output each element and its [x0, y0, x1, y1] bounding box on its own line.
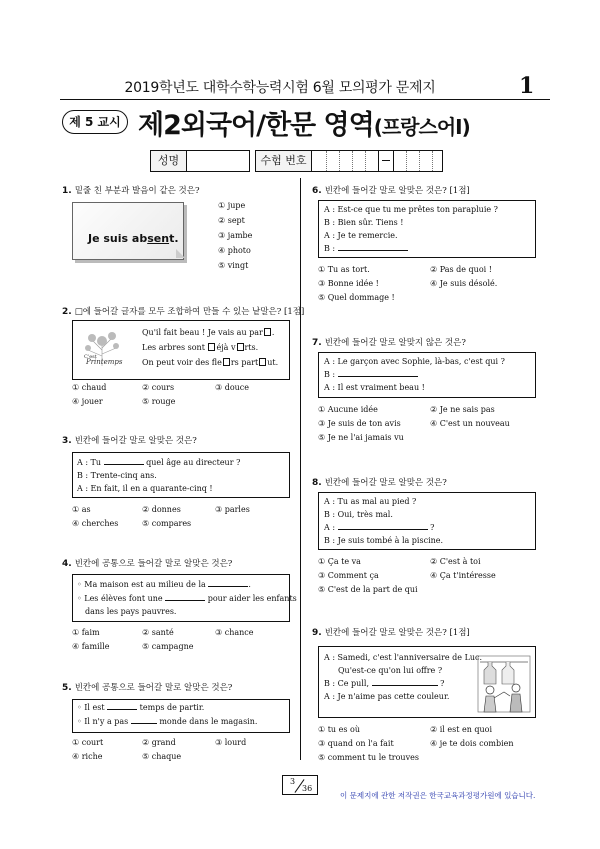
q4-line-1: ◦ Ma maison est au milieu de la .: [77, 580, 251, 589]
exam-number-box[interactable]: [255, 150, 443, 172]
name-box[interactable]: [150, 150, 250, 172]
option[interactable]: ⑤ campagne: [142, 642, 194, 651]
q2-line-2: Les arbres sont éjà v rts.: [142, 343, 259, 352]
underlined-segment: ab: [131, 232, 148, 245]
option[interactable]: ④ je te dois combien: [430, 739, 514, 748]
option[interactable]: ③ jambe: [218, 231, 253, 240]
question-6: 6. 빈칸에 들어갈 말로 알맞은 것은? [1점]: [312, 186, 470, 196]
q8-line-2: B : Oui, très mal.: [324, 510, 393, 519]
q9-line-2: Qu'est-ce qu'on lui offre ?: [338, 666, 443, 675]
question-2: 2. □에 들어갈 글자를 모두 조합하여 만들 수 있는 낱말은? [1점]: [62, 307, 305, 317]
option[interactable]: ④ Ça t'intéresse: [430, 571, 496, 580]
option[interactable]: ② Pas de quoi !: [430, 265, 492, 274]
svg-text:C'est: C'est: [84, 354, 97, 360]
digit-cell: [378, 151, 379, 171]
digit-cell: [419, 151, 420, 171]
page-total: 36: [302, 784, 313, 793]
q4-line-3: dans les pays pauvres.: [85, 607, 177, 616]
option[interactable]: ① jupe: [218, 201, 246, 210]
option[interactable]: ③ chance: [215, 628, 254, 637]
option[interactable]: ② grand: [142, 738, 176, 747]
q5-line-2: ◦ Il n'y a pas monde dans le magasin.: [77, 717, 258, 726]
printemps-badge: [78, 326, 126, 372]
q3-line-3: A : En fait, il en a quarante-cinq !: [77, 484, 213, 493]
option[interactable]: ① Ça te va: [318, 557, 361, 566]
option[interactable]: ② donnes: [142, 505, 181, 514]
option[interactable]: ⑤ Je ne l'ai jamais vu: [318, 433, 404, 442]
option[interactable]: ④ C'est un nouveau: [430, 419, 510, 428]
question-9: 9. 빈칸에 들어갈 말로 알맞은 것은? [1점]: [312, 628, 470, 638]
q9-line-3: B : Ce pull, ?: [324, 679, 445, 688]
option[interactable]: ① Tu as tort.: [318, 265, 370, 274]
question-8: 8. 빈칸에 들어갈 말로 알맞은 것은?: [312, 478, 447, 488]
option[interactable]: ④ Je suis désolé.: [430, 279, 498, 288]
question-5: 5. 빈칸에 공통으로 들어갈 말로 알맞은 것은?: [62, 683, 233, 693]
option[interactable]: ① as: [72, 505, 91, 514]
option[interactable]: ⑤ comment tu le trouves: [318, 753, 419, 762]
exam-title: 2019학년도 대학수학능력시험 6월 모의평가 문제지: [124, 80, 436, 96]
svg-text:Printemps: Printemps: [86, 358, 123, 366]
q4-line-2: ◦ Les élèves font une pour aider les enfants: [77, 594, 297, 603]
option[interactable]: ④ famille: [72, 642, 110, 651]
digit-cell: [393, 151, 394, 171]
underlined-target: sen: [147, 232, 170, 245]
option[interactable]: ③ Je suis de ton avis: [318, 419, 401, 428]
digit-cell: [432, 151, 433, 171]
option[interactable]: ③ lourd: [215, 738, 247, 747]
option[interactable]: ① Aucune idée: [318, 405, 378, 414]
option[interactable]: ① chaud: [72, 383, 107, 392]
question-7: 7. 빈칸에 들어갈 말로 알맞지 않은 것은?: [312, 338, 466, 348]
shopping-illustration: [476, 650, 532, 714]
option[interactable]: ② santé: [142, 628, 174, 637]
period-badge: 제 5 교시: [62, 110, 128, 134]
q8-line-3: A : ?: [324, 523, 435, 532]
q3-line-2: B : Trente-cinq ans.: [77, 471, 157, 480]
subject-main: 제2외국어/한문 영역: [138, 110, 374, 141]
page-current: 3: [290, 777, 296, 786]
subject-sub: (프랑스어Ⅰ): [373, 115, 470, 139]
q6-line-4: B :: [324, 244, 408, 253]
option[interactable]: ① tu es où: [318, 725, 360, 734]
subject-title: [138, 103, 470, 142]
q7-line-3: A : Il est vraiment beau !: [324, 383, 425, 392]
digit-cell: [365, 151, 366, 171]
digit-cell: [352, 151, 353, 171]
digit-cell: [326, 151, 327, 171]
option[interactable]: ③ Comment ça: [318, 571, 379, 580]
question-3: 3. 빈칸에 들어갈 말로 알맞은 것은?: [62, 436, 197, 446]
option[interactable]: ④ riche: [72, 752, 103, 761]
q7-line-2: B :: [324, 370, 418, 379]
option[interactable]: ④ photo: [218, 246, 251, 255]
q9-line-4: A : Je n'aime pas cette couleur.: [324, 692, 450, 701]
name-label: 성명: [151, 151, 187, 171]
q6-line-2: B : Bien sûr. Tiens !: [324, 218, 404, 227]
question-4: 4. 빈칸에 공통으로 들어갈 말로 알맞은 것은?: [62, 559, 233, 569]
option[interactable]: ⑤ vingt: [218, 261, 249, 270]
q8-line-4: B : Je suis tombé à la piscine.: [324, 536, 444, 545]
page-marker: 1: [519, 73, 535, 99]
q9-line-1: A : Samedi, c'est l'anniversaire de Luc.: [324, 653, 483, 662]
absent-sentence: Je suis absent.: [88, 232, 179, 245]
question-1: 1. 밑줄 친 부분과 발음이 같은 것은?: [62, 186, 200, 196]
absent-image: [72, 202, 184, 260]
option[interactable]: ② C'est à toi: [430, 557, 481, 566]
header-rule: [60, 99, 550, 100]
option[interactable]: ⑤ C'est de la part de qui: [318, 585, 418, 594]
exam-number-label: 수험 번호: [256, 151, 312, 171]
option[interactable]: ③ Bonne idée !: [318, 279, 379, 288]
digit-cell: [406, 151, 407, 171]
option[interactable]: ③ quand on l'a fait: [318, 739, 394, 748]
page-number: [282, 775, 318, 795]
option[interactable]: ② sept: [218, 216, 245, 225]
option[interactable]: ③ parles: [215, 505, 250, 514]
q8-line-1: A : Tu as mal au pied ?: [324, 497, 417, 506]
dash: [382, 160, 390, 161]
option[interactable]: ③ douce: [215, 383, 250, 392]
q7-line-1: A : Le garçon avec Sophie, là-bas, c'est qui ?: [324, 357, 505, 366]
option[interactable]: ④ jouer: [72, 397, 103, 406]
option[interactable]: ② il est en quoi: [430, 725, 493, 734]
column-divider: [300, 178, 301, 760]
option[interactable]: ② cours: [142, 383, 175, 392]
option[interactable]: ② Je ne sais pas: [430, 405, 495, 414]
q2-line-3: On peut voir des fle rs part ut.: [142, 358, 279, 367]
option[interactable]: ⑤ compares: [142, 519, 192, 528]
page-fold: [176, 249, 185, 258]
option[interactable]: ④ cherches: [72, 519, 119, 528]
q5-line-1: ◦ Il est temps de partir.: [77, 703, 205, 712]
q2-line-1: Qu'il fait beau ! Je vais au par .: [142, 328, 275, 337]
option[interactable]: ① court: [72, 738, 104, 747]
q6-line-3: A : Je te remercie.: [324, 231, 398, 240]
digit-cell: [339, 151, 340, 171]
copyright-notice: 이 문제지에 관한 저작권은 한국교육과정평가원에 있습니다.: [340, 791, 536, 800]
option[interactable]: ① faim: [72, 628, 100, 637]
option[interactable]: ⑤ chaque: [142, 752, 182, 761]
option[interactable]: ⑤ rouge: [142, 397, 176, 406]
q6-line-1: A : Est-ce que tu me prêtes ton parapluie ?: [324, 205, 498, 214]
q3-line-1: A : Tu quel âge au directeur ?: [77, 458, 241, 467]
option[interactable]: ⑤ Quel dommage !: [318, 293, 395, 302]
